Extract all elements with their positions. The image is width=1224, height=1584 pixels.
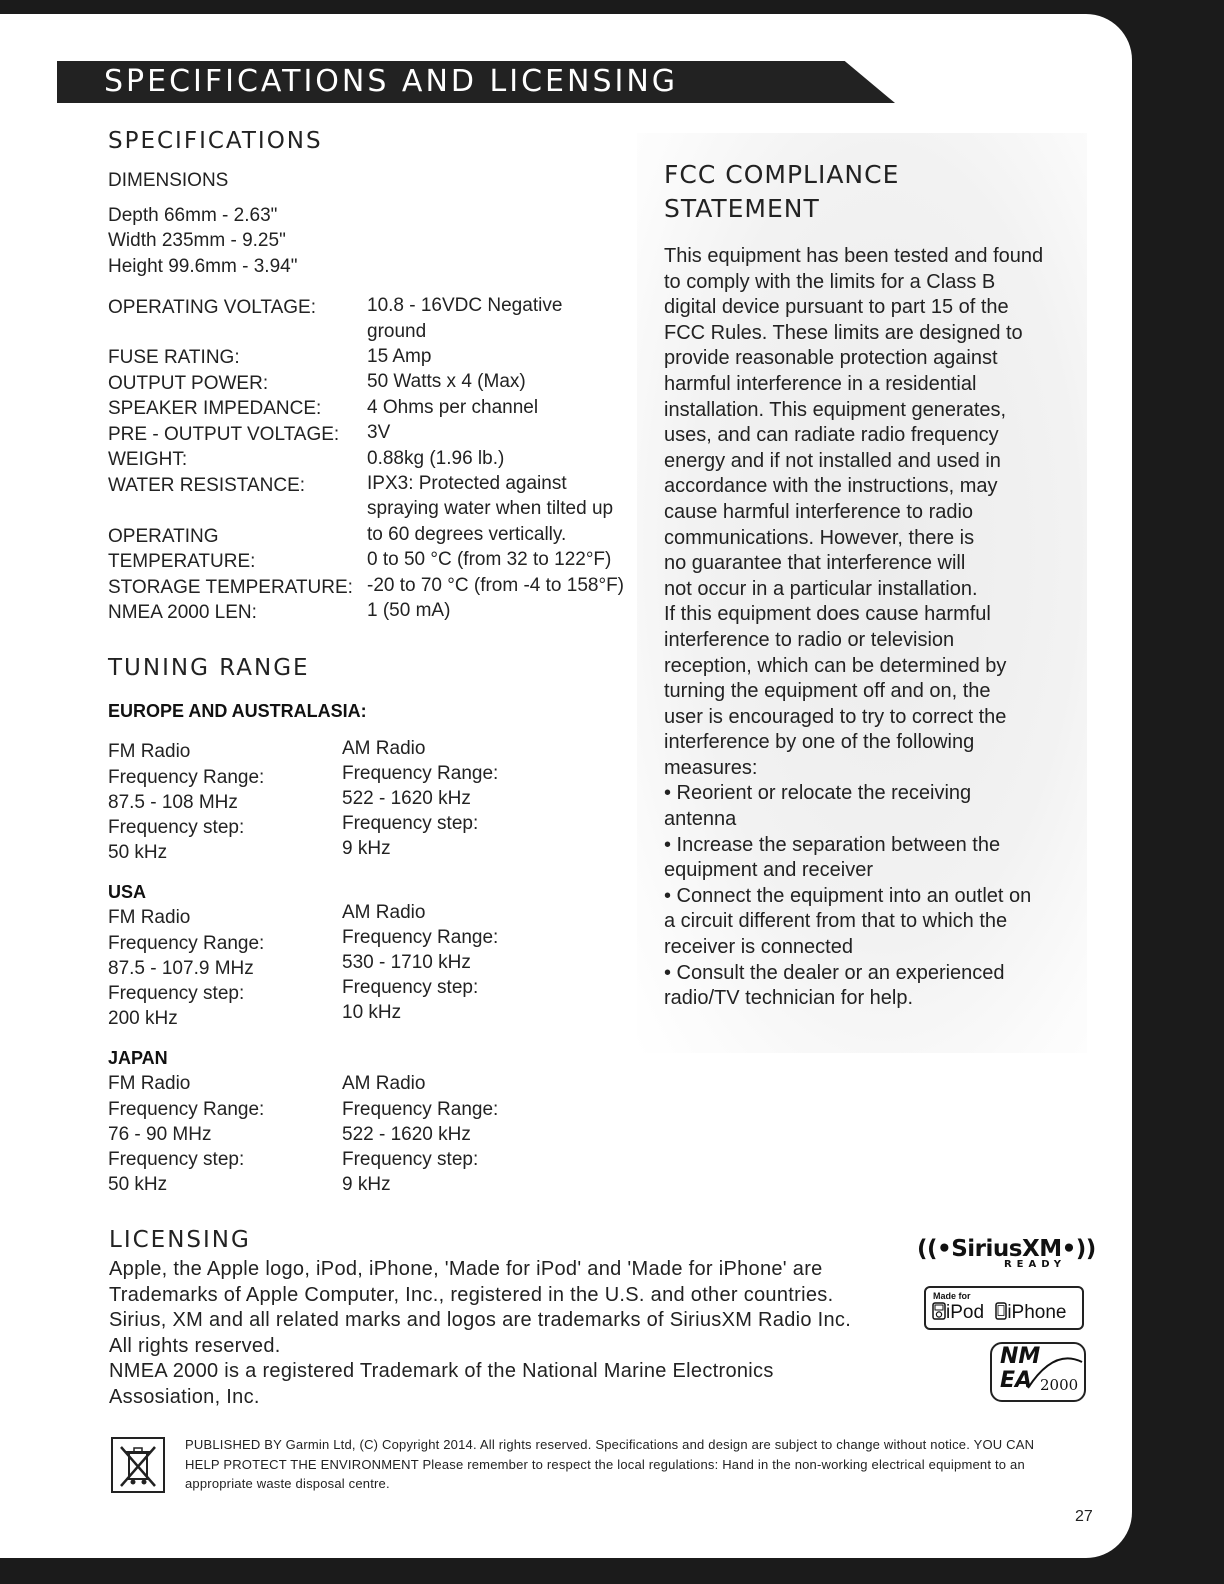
made-for-text: Made for [933,1291,971,1301]
am-line: Frequency step: [342,813,479,834]
region-name: USA [108,882,147,902]
spec-value: -20 to 70 °C (from -4 to 158°F) [367,575,625,596]
am-line: Frequency Range: [342,927,499,948]
spec-label: SPEAKER IMPEDANCE: [108,398,322,419]
am-line: 9 kHz [342,838,391,859]
dimension-depth: Depth 66mm - 2.63" [108,205,278,226]
made-for-ipod-iphone-badge [924,1286,1084,1330]
spec-value: ground [367,321,427,342]
dimension-height: Height 99.6mm - 3.94" [108,256,298,277]
fcc-title [664,158,899,226]
specifications-heading: SPECIFICATIONS [108,128,323,154]
fm-line: Frequency step: [108,1149,245,1170]
fm-line: 87.5 - 107.9 MHz [108,958,254,979]
ipod-icon [932,1302,946,1320]
weee-crossed-bin-icon [111,1437,165,1493]
spec-label: TEMPERATURE: [108,551,256,572]
spec-value: 4 Ohms per channel [367,397,539,418]
bottom-bar [0,1558,1224,1584]
fm-line: 87.5 - 108 MHz [108,792,238,813]
region-name: EUROPE AND AUSTRALASIA: [108,701,367,721]
am-line: 10 kHz [342,1002,402,1023]
publisher-footer-text: PUBLISHED BY Garmin Ltd, (C) Copyright 2014. All rights reserved. Specifications and design are subject to change without notice. YOU CAN HELP PROTECT THE ENVIRONMENT Please remember to respect the local regulations: Hand in the non-working electrical equipment to an appropriate waste disposal centre. [185,1437,1035,1491]
fm-line: Frequency Range: [108,1099,265,1120]
spec-value: IPX3: Protected against [367,473,567,494]
iphone-label: iPhone [1007,1302,1067,1323]
fm-line: Frequency step: [108,817,245,838]
spec-value: spraying water when tilted up [367,498,614,519]
fcc-title-line: FCC COMPLIANCE [664,160,900,189]
siriusxm-ready-logo [917,1236,1096,1270]
spec-value: to 60 degrees vertically. [367,524,567,545]
fcc-title-line: STATEMENT [664,194,820,223]
am-line: Frequency step: [342,1149,479,1170]
spec-label: OUTPUT POWER: [108,373,269,394]
spec-label: NMEA 2000 LEN: [108,602,257,623]
fm-line: 50 kHz [108,842,168,863]
siriusxm-ready-text: READY [1003,1259,1067,1270]
mfi-devices [932,1302,1066,1324]
dimensions-label: DIMENSIONS [108,170,229,191]
region-name: JAPAN [108,1048,168,1068]
nmea-number: 2000 [1040,1376,1079,1394]
fm-line: Frequency step: [108,983,245,1004]
spec-value: 10.8 - 16VDC Negative [367,295,563,316]
spec-label: OPERATING [108,526,219,547]
spec-label: WATER RESISTANCE: [108,475,306,496]
am-line: Frequency Range: [342,763,499,784]
fm-line: FM Radio [108,1073,191,1094]
spec-value: 0.88kg (1.96 lb.) [367,448,505,469]
dimension-width: Width 235mm - 9.25" [108,230,286,251]
nmea-top-letters: NM [1000,1344,1041,1369]
fm-line: Frequency Range: [108,933,265,954]
spec-value: 15 Amp [367,346,432,367]
am-line: 522 - 1620 kHz [342,788,471,809]
tuning-range-heading: TUNING RANGE [108,655,310,681]
ipod-label: iPod [946,1302,985,1323]
spec-label: FUSE RATING: [108,347,240,368]
am-line: AM Radio [342,1073,426,1094]
spec-label: WEIGHT: [108,449,188,470]
nmea-2000-logo [990,1342,1086,1402]
am-line: 522 - 1620 kHz [342,1124,471,1145]
spec-label: PRE - OUTPUT VOLTAGE: [108,424,340,445]
am-line: AM Radio [342,738,426,759]
spec-label: STORAGE TEMPERATURE: [108,577,353,598]
licensing-text: Apple, the Apple logo, iPod, iPhone, 'Made for iPod' and 'Made for iPhone' are Trademarks of Apple Computer, Inc., registered in the U.S. and other countries. Sirius, XM and all related marks and logos are trademarks of SiriusXM Radio Inc. All rights reserved. NMEA 2000 is a registered Trademark of the National Marine Electronics Assosiation, Inc. [109,1258,852,1408]
am-line: AM Radio [342,902,426,923]
am-line: Frequency Range: [342,1099,499,1120]
page-number: 27 [1075,1508,1093,1525]
siriusxm-wordmark: ((•SiriusXM•)) [917,1236,1096,1262]
spec-label: OPERATING VOLTAGE: [108,297,316,318]
fm-line: FM Radio [108,741,191,762]
fm-line: Frequency Range: [108,767,265,788]
spec-value: 3V [367,422,391,443]
fcc-statement-text: This equipment has been tested and found to comply with the limits for a Class B digital device pursuant to part 15 of the FCC Rules. These limits are designed to provide reasonable protection against harmful interference in a residential installation. This equipment generates, uses, and can radiate radio frequency energy and if not installed and used in accordance with the instructions, may cause harmful interference to radio communications. However, there is no guarantee that interference will not occur in a particular installation. If this equipment does cause harmful interference to radio or television reception, which can be determined by turning the equipment off and on, the user is encouraged to try to correct the interference by one of the following measures: • Reorient or relocate the receiving antenna • Increase the separation between the equipment and receiver • Connect the equipment into an outlet on a circuit different from that to which the receiver is connected • Consult the dealer or an experienced radio/TV technician for help. [664,245,1044,1010]
am-line: 530 - 1710 kHz [342,952,471,973]
iphone-icon [995,1302,1007,1320]
fm-line: FM Radio [108,907,191,928]
fm-line: 76 - 90 MHz [108,1124,212,1145]
fm-line: 50 kHz [108,1174,168,1195]
fm-line: 200 kHz [108,1008,178,1029]
spec-value: 0 to 50 °C (from 32 to 122°F) [367,549,612,570]
spec-value: 50 Watts x 4 (Max) [367,371,526,392]
licensing-heading: LICENSING [109,1227,251,1253]
nmea-bottom-letters: EA [1000,1368,1033,1393]
am-line: Frequency step: [342,977,479,998]
spec-value: 1 (50 mA) [367,600,451,621]
am-line: 9 kHz [342,1174,391,1195]
banner-title: SPECIFICATIONS AND LICENSING [104,64,679,99]
